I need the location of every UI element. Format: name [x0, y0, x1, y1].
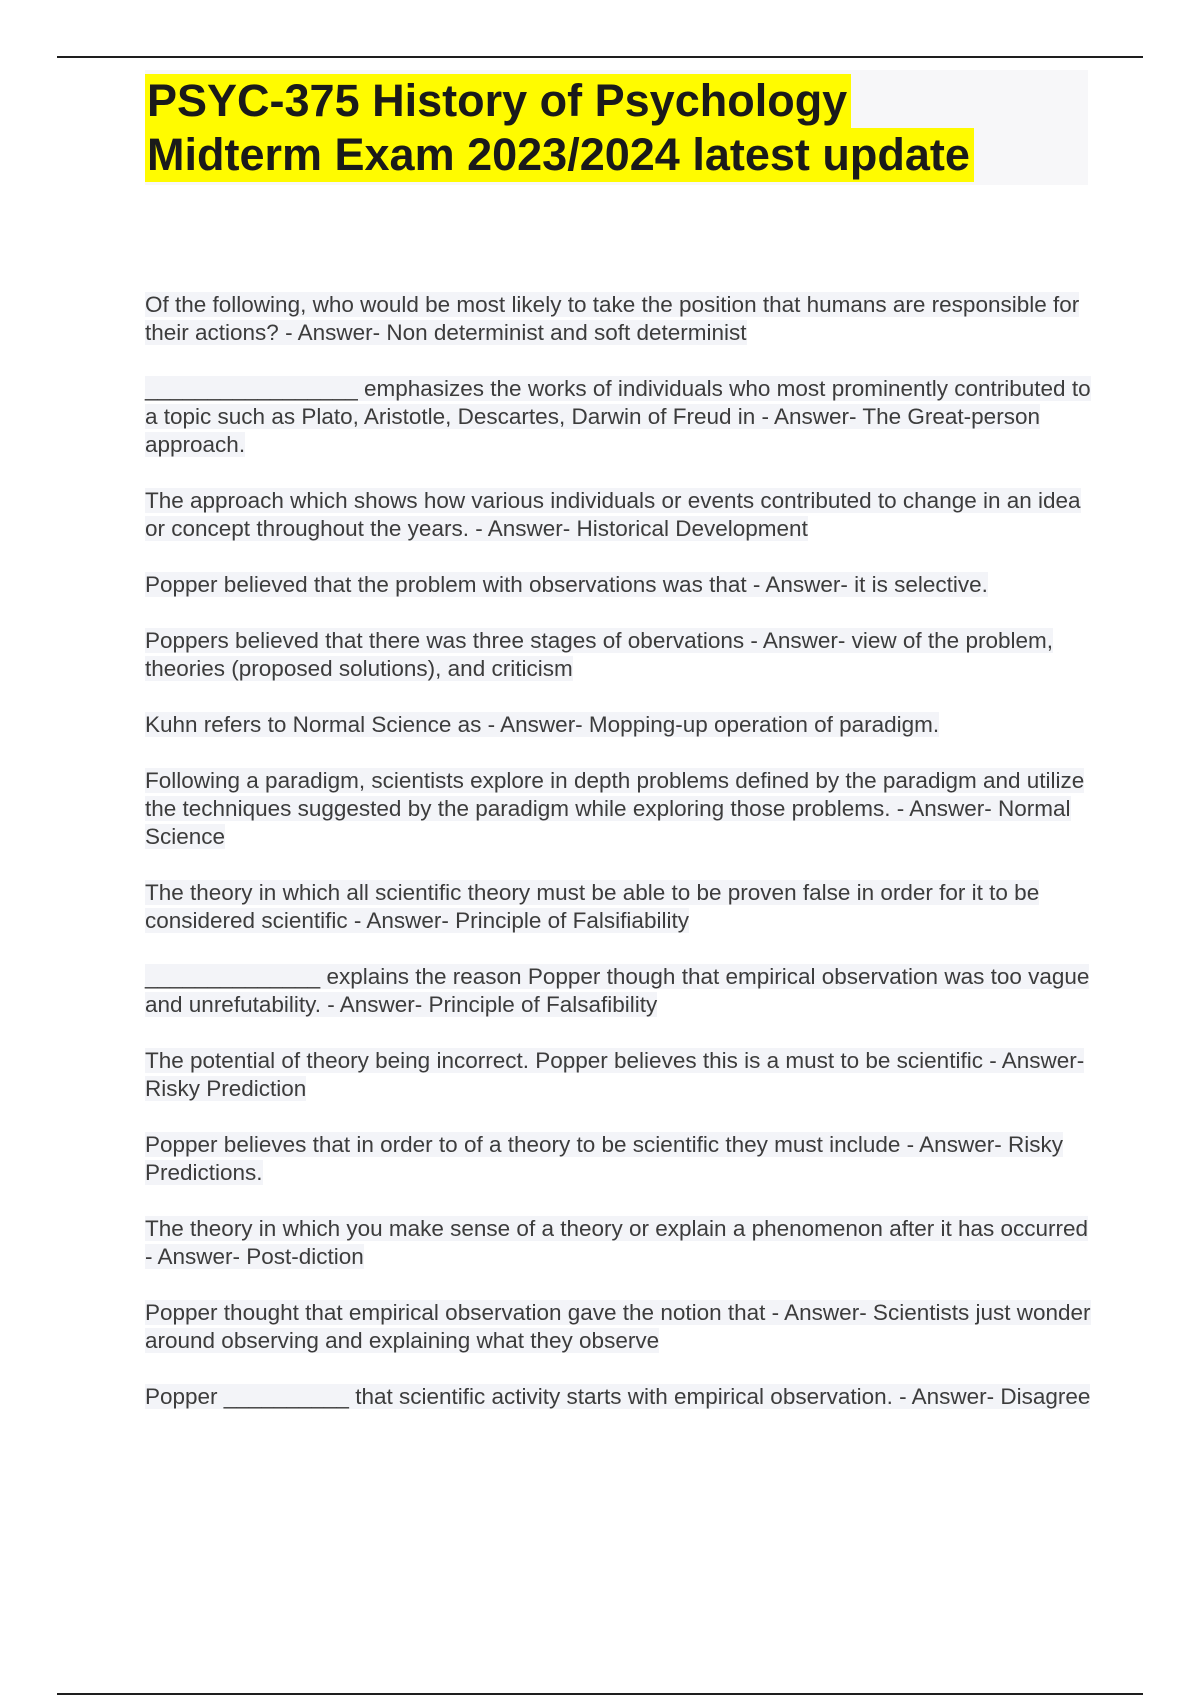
qa-item-1 — [145, 291, 1095, 347]
qa-text: Popper believes that in order to of a theory to be scientific they must include - Answer- Risky Predictions. — [145, 1132, 1063, 1185]
qa-text: Popper believed that the problem with observations was that - Answer- it is selective. — [145, 572, 988, 597]
qa-text: The theory in which you make sense of a theory or explain a phenomenon after it has occurred - Answer- Post-diction — [145, 1216, 1089, 1269]
qa-text: ______________ explains the reason Popper though that empirical observation was too vague and unrefutability. - Answer- Principle of Falsafibility — [145, 964, 1090, 1017]
qa-item-3 — [145, 487, 1095, 543]
qa-item-10 — [145, 1047, 1095, 1103]
top-rule — [57, 56, 1143, 58]
qa-text: Kuhn refers to Normal Science as - Answer- Mopping-up operation of paradigm. — [145, 712, 940, 737]
qa-item-8 — [145, 879, 1095, 935]
qa-item-7 — [145, 767, 1095, 851]
document-title-line-1: PSYC-375 History of Psychology — [145, 74, 851, 128]
qa-text: Popper __________ that scientific activity starts with empirical observation. - Answer- Disagree — [145, 1384, 1091, 1409]
qa-item-11 — [145, 1131, 1095, 1187]
qa-text: Of the following, who would be most likely to take the position that humans are responsible for their actions? - Answer- Non determinist and soft determinist — [145, 292, 1080, 345]
qa-item-5 — [145, 627, 1095, 683]
bottom-rule — [57, 1693, 1143, 1695]
qa-text: _________________ emphasizes the works of individuals who most prominently contributed to a topic such as Plato, Aristotle, Descartes, Darwin of Freud in - Answer- The Great-person approach. — [145, 376, 1091, 457]
qa-item-12 — [145, 1215, 1095, 1271]
qa-item-9 — [145, 963, 1095, 1019]
qa-text: Following a paradigm, scientists explore in depth problems defined by the paradigm and utilize the techniques suggested by the paradigm while exploring those problems. - Answer- Normal Science — [145, 768, 1085, 849]
qa-text: The potential of theory being incorrect. Popper believes this is a must to be scientific - Answer- Risky Prediction — [145, 1048, 1085, 1101]
qa-text: Popper thought that empirical observation gave the notion that - Answer- Scientists just wonder around observing and explaining what they observe — [145, 1300, 1091, 1353]
qa-text: The approach which shows how various individuals or events contributed to change in an idea or concept throughout the years. - Answer- Historical Development — [145, 488, 1081, 541]
qa-item-4 — [145, 571, 1095, 599]
qa-item-2 — [145, 375, 1095, 459]
document-title-line-2: Midterm Exam 2023/2024 latest update — [145, 128, 974, 182]
qa-text: Poppers believed that there was three stages of obervations - Answer- view of the problem, theories (proposed solutions), and criticism — [145, 628, 1053, 681]
qa-item-13 — [145, 1299, 1095, 1355]
qa-item-14 — [145, 1383, 1095, 1411]
question-answer-list — [145, 291, 1095, 1439]
qa-item-6 — [145, 711, 1095, 739]
qa-text: The theory in which all scientific theory must be able to be proven false in order for it to be considered scientific - Answer- Principle of Falsifiability — [145, 880, 1040, 933]
